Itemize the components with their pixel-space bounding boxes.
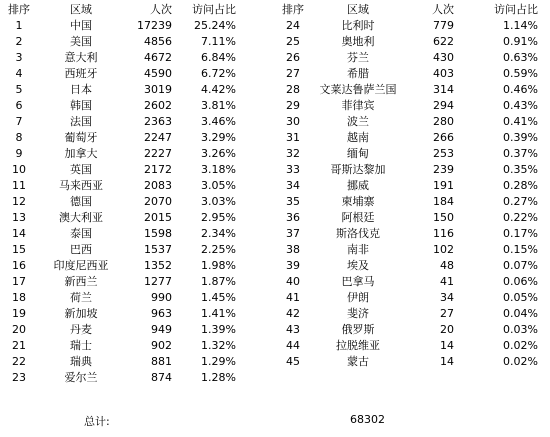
visits-cell: 3019 <box>144 83 172 96</box>
region-cell: 埃及 <box>347 259 369 272</box>
pct-cell: 0.91% <box>503 35 538 48</box>
pct-cell: 0.59% <box>503 67 538 80</box>
region-cell: 挪威 <box>347 179 369 192</box>
region-cell: 加拿大 <box>64 147 98 160</box>
pct-cell: 1.14% <box>503 19 538 32</box>
pct-cell: 0.02% <box>503 355 538 368</box>
visits-cell: 2083 <box>144 179 172 192</box>
rank-cell: 24 <box>286 19 300 32</box>
visits-cell: 902 <box>151 339 172 352</box>
rank-cell: 14 <box>12 227 26 240</box>
table-row <box>276 242 542 258</box>
table-row <box>276 210 542 226</box>
region-cell: 泰国 <box>70 227 92 240</box>
region-cell: 越南 <box>347 131 369 144</box>
table-row <box>0 146 240 162</box>
table-header-row <box>276 2 542 18</box>
table-row <box>276 34 542 50</box>
pct-cell: 3.46% <box>201 115 236 128</box>
pct-cell: 0.63% <box>503 51 538 64</box>
visits-cell: 1598 <box>144 227 172 240</box>
table-row <box>0 322 240 338</box>
visits-cell: 622 <box>433 35 454 48</box>
region-cell: 新加坡 <box>64 307 98 320</box>
region-cell: 斐济 <box>347 307 369 320</box>
region-cell: 文莱达鲁萨兰国 <box>319 83 397 96</box>
header-visits: 人次 <box>150 3 172 16</box>
table-row <box>0 274 240 290</box>
table-row <box>0 82 240 98</box>
visits-cell: 314 <box>433 83 454 96</box>
pct-cell: 0.41% <box>503 115 538 128</box>
region-cell: 爱尔兰 <box>64 371 98 384</box>
region-cell: 俄罗斯 <box>341 323 375 336</box>
pct-cell: 2.25% <box>201 243 236 256</box>
table-row <box>276 258 542 274</box>
visits-cell: 1352 <box>144 259 172 272</box>
pct-cell: 3.81% <box>201 99 236 112</box>
table-row <box>276 290 542 306</box>
total-value: 68302 <box>350 413 385 426</box>
rank-cell: 25 <box>286 35 300 48</box>
visits-cell: 280 <box>433 115 454 128</box>
region-cell: 新西兰 <box>64 275 98 288</box>
region-cell: 法国 <box>70 115 92 128</box>
visits-cell: 2247 <box>144 131 172 144</box>
header-rank: 排序 <box>8 3 30 16</box>
pct-cell: 1.29% <box>201 355 236 368</box>
region-cell: 西班牙 <box>64 67 98 80</box>
pct-cell: 0.27% <box>503 195 538 208</box>
visits-cell: 14 <box>440 339 454 352</box>
table-row <box>0 162 240 178</box>
table-row <box>0 66 240 82</box>
region-cell: 德国 <box>70 195 92 208</box>
table-row <box>276 338 542 354</box>
rank-cell: 12 <box>12 195 26 208</box>
region-cell: 巴拿马 <box>341 275 375 288</box>
visits-cell: 949 <box>151 323 172 336</box>
pct-cell: 1.41% <box>201 307 236 320</box>
rank-cell: 2 <box>15 35 23 48</box>
pct-cell: 1.28% <box>201 371 236 384</box>
region-cell: 阿根廷 <box>341 211 375 224</box>
visits-cell: 239 <box>433 163 454 176</box>
pct-cell: 1.45% <box>201 291 236 304</box>
region-cell: 日本 <box>70 83 92 96</box>
rank-cell: 44 <box>286 339 300 352</box>
rank-cell: 41 <box>286 291 300 304</box>
table-row <box>0 210 240 226</box>
region-cell: 伊朗 <box>347 291 369 304</box>
rank-cell: 5 <box>15 83 23 96</box>
region-cell: 英国 <box>70 163 92 176</box>
header-region: 区域 <box>70 3 92 16</box>
region-cell: 马来西亚 <box>59 179 103 192</box>
region-cell: 荷兰 <box>70 291 92 304</box>
rank-cell: 39 <box>286 259 300 272</box>
visits-cell: 963 <box>151 307 172 320</box>
pct-cell: 0.02% <box>503 339 538 352</box>
header-rank: 排序 <box>282 3 304 16</box>
region-cell: 瑞士 <box>70 339 92 352</box>
region-cell: 意大利 <box>64 51 98 64</box>
rank-cell: 30 <box>286 115 300 128</box>
table-row <box>0 194 240 210</box>
pct-cell: 6.84% <box>201 51 236 64</box>
rank-cell: 27 <box>286 67 300 80</box>
visits-cell: 102 <box>433 243 454 256</box>
region-cell: 蒙古 <box>347 355 369 368</box>
pct-cell: 4.42% <box>201 83 236 96</box>
visits-cell: 253 <box>433 147 454 160</box>
region-cell: 缅甸 <box>347 147 369 160</box>
visits-cell: 2227 <box>144 147 172 160</box>
region-cell: 菲律宾 <box>341 99 375 112</box>
pct-cell: 1.32% <box>201 339 236 352</box>
visits-cell: 14 <box>440 355 454 368</box>
table-row <box>0 370 240 386</box>
pct-cell: 0.04% <box>503 307 538 320</box>
table-row <box>276 322 542 338</box>
table-row <box>0 290 240 306</box>
visits-cell: 184 <box>433 195 454 208</box>
pct-cell: 3.26% <box>201 147 236 160</box>
visits-cell: 41 <box>440 275 454 288</box>
pct-cell: 2.34% <box>201 227 236 240</box>
table-row <box>276 146 542 162</box>
ranking-table-left <box>0 2 240 386</box>
pct-cell: 0.39% <box>503 131 538 144</box>
region-cell: 印度尼西亚 <box>53 259 109 272</box>
header-pct: 访问占比 <box>494 3 538 16</box>
table-row <box>0 338 240 354</box>
visits-cell: 266 <box>433 131 454 144</box>
rank-cell: 3 <box>15 51 23 64</box>
region-cell: 葡萄牙 <box>64 131 98 144</box>
rank-cell: 36 <box>286 211 300 224</box>
pct-cell: 0.35% <box>503 163 538 176</box>
region-cell: 美国 <box>70 35 92 48</box>
region-cell: 柬埔寨 <box>341 195 375 208</box>
table-row <box>0 354 240 370</box>
region-cell: 澳大利亚 <box>59 211 103 224</box>
total-label: 总计: <box>84 415 110 428</box>
rank-cell: 1 <box>15 19 23 32</box>
visits-cell: 4590 <box>144 67 172 80</box>
header-visits: 人次 <box>432 3 454 16</box>
pct-cell: 0.17% <box>503 227 538 240</box>
visits-cell: 17239 <box>137 19 172 32</box>
rank-cell: 4 <box>15 67 23 80</box>
visits-cell: 116 <box>433 227 454 240</box>
rank-cell: 40 <box>286 275 300 288</box>
region-cell: 南非 <box>347 243 369 256</box>
table-row <box>0 98 240 114</box>
region-cell: 斯洛伐克 <box>336 227 380 240</box>
table-row <box>276 82 542 98</box>
header-pct: 访问占比 <box>192 3 236 16</box>
region-cell: 芬兰 <box>347 51 369 64</box>
rank-cell: 21 <box>12 339 26 352</box>
table-row <box>0 306 240 322</box>
header-region: 区域 <box>347 3 369 16</box>
rank-cell: 42 <box>286 307 300 320</box>
rank-cell: 22 <box>12 355 26 368</box>
rank-cell: 45 <box>286 355 300 368</box>
pct-cell: 2.95% <box>201 211 236 224</box>
pct-cell: 0.43% <box>503 99 538 112</box>
region-cell: 希腊 <box>347 67 369 80</box>
pct-cell: 7.11% <box>201 35 236 48</box>
table-header-row <box>0 2 240 18</box>
pct-cell: 6.72% <box>201 67 236 80</box>
region-cell: 哥斯达黎加 <box>330 163 386 176</box>
table-row <box>276 18 542 34</box>
rank-cell: 33 <box>286 163 300 176</box>
ranking-table-right <box>276 2 542 370</box>
region-cell: 波兰 <box>347 115 369 128</box>
visits-cell: 27 <box>440 307 454 320</box>
visits-cell: 403 <box>433 67 454 80</box>
pct-cell: 0.37% <box>503 147 538 160</box>
pct-cell: 0.28% <box>503 179 538 192</box>
table-row <box>0 226 240 242</box>
visits-cell: 1537 <box>144 243 172 256</box>
table-row <box>276 50 542 66</box>
visits-cell: 191 <box>433 179 454 192</box>
rank-cell: 43 <box>286 323 300 336</box>
rank-cell: 16 <box>12 259 26 272</box>
rank-cell: 35 <box>286 195 300 208</box>
pct-cell: 0.03% <box>503 323 538 336</box>
visits-cell: 874 <box>151 371 172 384</box>
table-row <box>0 114 240 130</box>
visits-cell: 20 <box>440 323 454 336</box>
pct-cell: 3.03% <box>201 195 236 208</box>
region-cell: 奥地利 <box>341 35 375 48</box>
rank-cell: 11 <box>12 179 26 192</box>
pct-cell: 0.06% <box>503 275 538 288</box>
rank-cell: 13 <box>12 211 26 224</box>
table-row <box>276 178 542 194</box>
region-cell: 瑞典 <box>70 355 92 368</box>
table-row <box>276 162 542 178</box>
visits-cell: 2070 <box>144 195 172 208</box>
rank-cell: 37 <box>286 227 300 240</box>
region-cell: 中国 <box>70 19 92 32</box>
rank-cell: 34 <box>286 179 300 192</box>
table-row <box>276 274 542 290</box>
pct-cell: 0.22% <box>503 211 538 224</box>
table-row <box>0 242 240 258</box>
rank-cell: 29 <box>286 99 300 112</box>
pct-cell: 3.05% <box>201 179 236 192</box>
visits-cell: 990 <box>151 291 172 304</box>
visits-cell: 294 <box>433 99 454 112</box>
visits-cell: 4672 <box>144 51 172 64</box>
visits-cell: 34 <box>440 291 454 304</box>
visits-cell: 2172 <box>144 163 172 176</box>
pct-cell: 3.18% <box>201 163 236 176</box>
rank-cell: 19 <box>12 307 26 320</box>
rank-cell: 38 <box>286 243 300 256</box>
rank-cell: 17 <box>12 275 26 288</box>
rank-cell: 8 <box>15 131 23 144</box>
rank-cell: 18 <box>12 291 26 304</box>
visits-cell: 2602 <box>144 99 172 112</box>
rank-cell: 7 <box>15 115 23 128</box>
table-row <box>276 354 542 370</box>
visits-cell: 2363 <box>144 115 172 128</box>
region-cell: 巴西 <box>70 243 92 256</box>
table-row <box>0 178 240 194</box>
rank-cell: 15 <box>12 243 26 256</box>
table-row <box>0 50 240 66</box>
table-row <box>0 130 240 146</box>
table-row <box>276 194 542 210</box>
rank-cell: 6 <box>15 99 23 112</box>
rank-cell: 26 <box>286 51 300 64</box>
pct-cell: 0.15% <box>503 243 538 256</box>
table-row <box>276 306 542 322</box>
visits-cell: 779 <box>433 19 454 32</box>
visits-cell: 430 <box>433 51 454 64</box>
visits-cell: 1277 <box>144 275 172 288</box>
table-row <box>0 34 240 50</box>
pct-cell: 0.46% <box>503 83 538 96</box>
rank-cell: 23 <box>12 371 26 384</box>
region-cell: 比利时 <box>341 19 375 32</box>
table-row <box>276 130 542 146</box>
rank-cell: 9 <box>15 147 23 160</box>
table-row <box>276 226 542 242</box>
pct-cell: 3.29% <box>201 131 236 144</box>
rank-cell: 20 <box>12 323 26 336</box>
table-row <box>0 258 240 274</box>
visits-cell: 4856 <box>144 35 172 48</box>
pct-cell: 1.87% <box>201 275 236 288</box>
pct-cell: 0.07% <box>503 259 538 272</box>
region-cell: 韩国 <box>70 99 92 112</box>
region-cell: 拉脱维亚 <box>336 339 380 352</box>
rank-cell: 31 <box>286 131 300 144</box>
pct-cell: 1.39% <box>201 323 236 336</box>
region-cell: 丹麦 <box>70 323 92 336</box>
visits-cell: 2015 <box>144 211 172 224</box>
pct-cell: 25.24% <box>194 19 236 32</box>
pct-cell: 1.98% <box>201 259 236 272</box>
visits-cell: 48 <box>440 259 454 272</box>
table-row <box>276 98 542 114</box>
table-row <box>0 18 240 34</box>
rank-cell: 32 <box>286 147 300 160</box>
visits-cell: 881 <box>151 355 172 368</box>
visits-cell: 150 <box>433 211 454 224</box>
rank-cell: 28 <box>286 83 300 96</box>
table-row <box>276 66 542 82</box>
table-row <box>276 114 542 130</box>
rank-cell: 10 <box>12 163 26 176</box>
pct-cell: 0.05% <box>503 291 538 304</box>
